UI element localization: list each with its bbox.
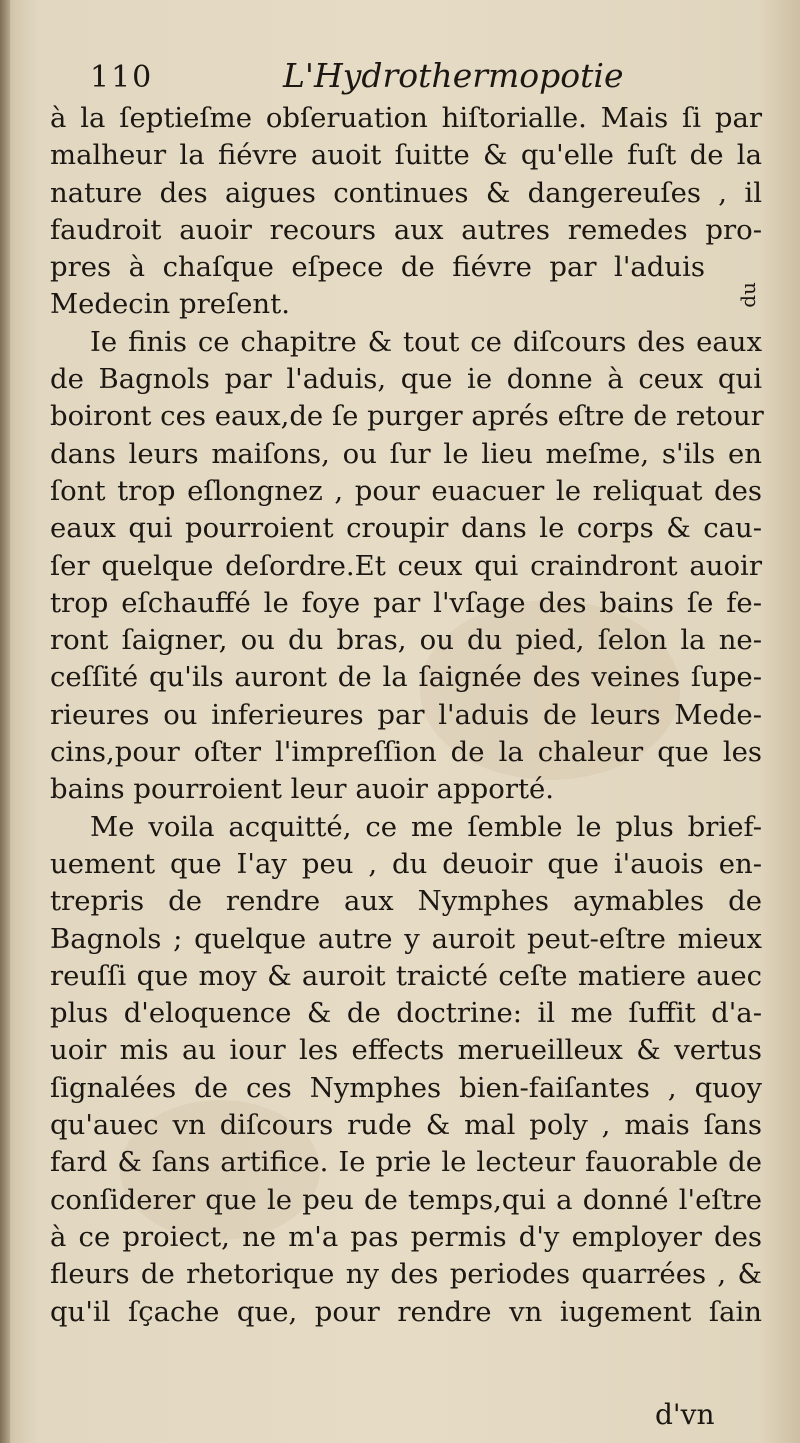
text-line: trop eſchauffé le foye par l'vſage des bains ſe fe- [50, 586, 762, 619]
text-line: à la ſeptieſme obſeruation hiſtorialle. Mais ſi par [50, 102, 762, 134]
text-line: boiront ces eaux,de ſe purger aprés eſtre de retour [50, 400, 764, 433]
page-header [78, 52, 738, 102]
text-line: nature des aigues continues & dangereuſes , il [50, 176, 762, 209]
text-line: ront ſaigner, ou du bras, ou du pied, ſelon la ne- [50, 624, 762, 657]
body-text [50, 100, 762, 1331]
text-line: malheur la fiévre auoit ſuitte & qu'elle fuſt de la [50, 139, 762, 172]
text-line: ſignalées de ces Nymphes bien-faiſantes , quoy [50, 1071, 762, 1104]
margin-note: du [736, 282, 760, 308]
text-line: faudroit auoir recours aux autres remedes pro- [50, 213, 762, 246]
text-line: fard & ſans artifice. Ie prie le lecteur fauorable de [50, 1146, 762, 1179]
text-line: trepris de rendre aux Nymphes aymables de [50, 885, 762, 918]
text-line: dans leurs maiſons, ou ſur le lieu meſme, s'ils en [50, 437, 762, 470]
text-line: qu'auec vn diſcours rude & mal poly , mais ſans [50, 1109, 762, 1142]
text-line: ſer quelque deſordre.Et ceux qui craindront auoir [50, 549, 762, 582]
running-title: L'Hydrothermopotie [283, 56, 624, 95]
text-line: rieures ou inferieures par l'aduis de leurs Mede- [50, 698, 762, 731]
text-line: bains pourroient leur auoir apporté. [50, 773, 555, 806]
text-line: Me voila acquitté, ce me ſemble le plus brief- [90, 810, 762, 843]
text-line: Bagnols ; quelque autre y auroit peut-eſtre mieux [50, 922, 762, 955]
text-line: qu'il ſçache que, pour rendre vn iugement ſain [50, 1295, 762, 1328]
text-line: reuſſi que moy & auroit traicté ceſte matiere auec [50, 959, 762, 992]
page-binding-edge [0, 0, 10, 1443]
text-line: cins,pour oſter l'impreſſion de la chaleur que les [50, 736, 762, 769]
text-line: fleurs de rhetorique ny des periodes quarrées , & [50, 1258, 762, 1291]
text-line: conſiderer que le peu de temps,qui a donné l'eſtre [50, 1183, 762, 1216]
page-number: 110 [90, 60, 154, 95]
text-line: plus d'eloquence & de doctrine: il me ſuffit d'a- [50, 997, 762, 1030]
text-line: ceſſité qu'ils auront de la ſaignée des veines ſupe- [50, 661, 762, 694]
text-line: pres à chaſque eſpece de fiévre par l'aduis [50, 251, 705, 284]
text-line: Medecin preſent. [50, 288, 290, 321]
catchword: d'vn [655, 1398, 715, 1431]
text-line: uement que I'ay peu , du deuoir que i'auois en- [50, 847, 762, 880]
text-line: ſont trop eſlongnez , pour euacuer le reliquat des [50, 474, 762, 507]
text-line: Ie finis ce chapitre & tout ce diſcours des eaux [90, 325, 762, 358]
text-line: eaux qui pourroient croupir dans le corps & cau- [50, 512, 762, 545]
text-line: à ce proiect, ne m'a pas permis d'y employer des [50, 1220, 762, 1253]
text-line: de Bagnols par l'aduis, que ie donne à ceux qui [50, 363, 762, 396]
text-line: uoir mis au iour les effects merueilleux & vertus [50, 1034, 762, 1067]
